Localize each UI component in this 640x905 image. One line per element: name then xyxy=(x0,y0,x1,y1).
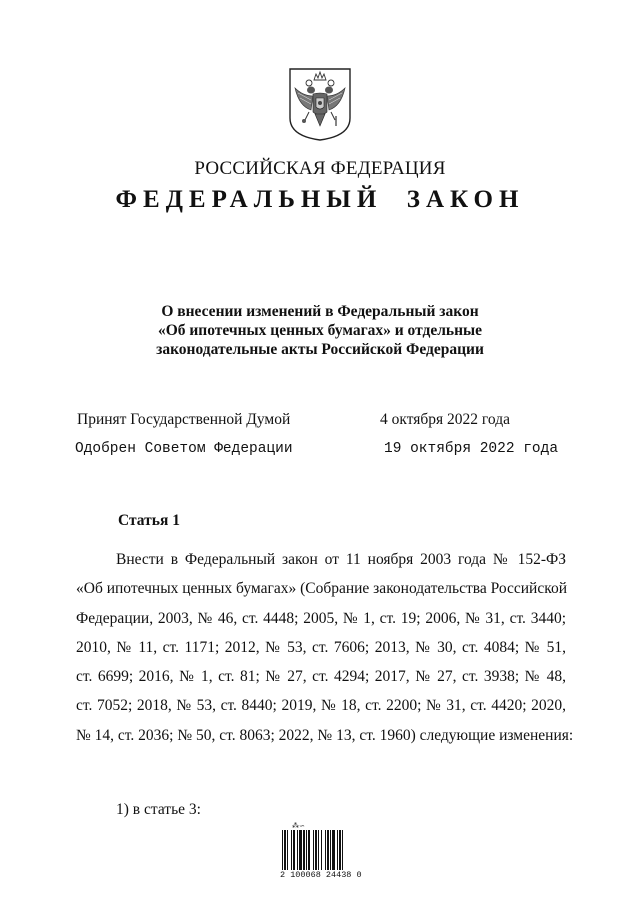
barcode-bar xyxy=(284,830,286,870)
article-body xyxy=(76,545,574,750)
barcode-bar xyxy=(306,830,307,870)
article-line: «Об ипотечных ценных бумагах» (Собрание законодательства Российской xyxy=(76,580,568,598)
article-line: Федерации, 2003, № 46, ст. 4448; 2005, № 1, ст. 19; 2006, № 31, ст. 3440; xyxy=(76,609,566,627)
law-title xyxy=(100,302,540,359)
barcode-bar xyxy=(339,830,341,870)
barcode-bar xyxy=(315,830,317,870)
article-line: Внести в Федеральный закон от 11 ноября 2003 года № 152-ФЗ xyxy=(116,551,566,568)
barcode-mark-icon: ⁂∽ xyxy=(292,822,305,830)
barcode-bars-icon xyxy=(280,830,372,870)
barcode-bar xyxy=(321,830,322,870)
duma-adoption-date: 4 октября 2022 года xyxy=(380,411,510,428)
law-title-line: О внесении изменений в Федеральный закон xyxy=(161,303,479,320)
barcode-bar xyxy=(327,830,329,870)
barcode-bar xyxy=(337,830,338,870)
article-line: 2010, № 11, ст. 1171; 2012, № 53, ст. 7606; 2013, № 30, ст. 4084; № 51, xyxy=(76,638,566,656)
barcode xyxy=(280,822,372,878)
barcode-bar xyxy=(303,830,305,870)
article-line: № 14, ст. 2036; № 50, ст. 8063; 2022, № 13, ст. 1960) следующие изменения: xyxy=(76,726,574,744)
barcode-bar xyxy=(313,830,314,870)
barcode-bar xyxy=(297,830,298,870)
barcode-bar xyxy=(325,830,326,870)
barcode-bar xyxy=(308,830,310,870)
barcode-bar xyxy=(342,830,343,870)
barcode-digits: 2 100068 24438 0 xyxy=(280,870,362,880)
barcode-bar xyxy=(330,830,331,870)
barcode-bar xyxy=(291,830,292,870)
article-heading: Статья 1 xyxy=(118,512,180,529)
council-approval-label: Одобрен Советом Федерации xyxy=(75,441,293,457)
barcode-bar xyxy=(299,830,302,870)
barcode-bar xyxy=(332,830,335,870)
article-line: ст. 7052; 2018, № 53, ст. 8440; 2019, № 18, ст. 2200; № 31, ст. 4420; 2020, xyxy=(76,697,566,715)
law-title-line: «Об ипотечных ценных бумагах» и отдельные xyxy=(157,322,483,339)
barcode-bar xyxy=(318,830,319,870)
duma-adoption-label: Принят Государственной Думой xyxy=(77,411,291,428)
law-title-line: законодательные акты Российской Федерации xyxy=(156,341,484,358)
council-approval-date: 19 октября 2022 года xyxy=(384,441,559,457)
article-line: ст. 6699; 2016, № 1, ст. 81; № 27, ст. 4294; 2017, № 27, ст. 3938; № 48, xyxy=(76,668,566,686)
document-type-heading: ФЕДЕРАЛЬНЫЙ ЗАКОН xyxy=(115,186,525,213)
country-name: РОССИЙСКАЯ ФЕДЕРАЦИЯ xyxy=(194,158,446,179)
barcode-bar xyxy=(287,830,288,870)
list-item-1: 1) в статье 3: xyxy=(116,801,201,818)
barcode-bar xyxy=(282,830,283,870)
coat-of-arms-emblem-icon xyxy=(287,66,353,142)
barcode-bar xyxy=(293,830,295,870)
